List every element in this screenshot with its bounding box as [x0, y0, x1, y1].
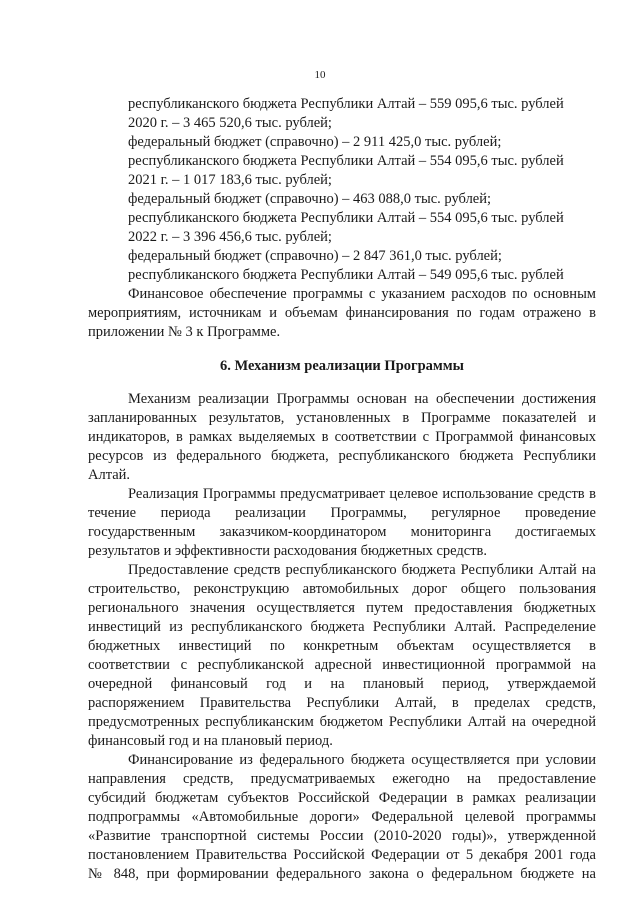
paragraph-line: ресурсов из федерального бюджета, республиканского бюджета Республики — [88, 448, 596, 464]
budget-line: 2022 г. – 3 396 456,6 тыс. рублей; — [128, 229, 332, 245]
budget-line: 2020 г. – 3 465 520,6 тыс. рублей; — [128, 115, 332, 131]
paragraph-line: соответствии с республиканской адресной инвестиционной программой на — [88, 657, 596, 673]
paragraph-line: Предоставление средств республиканского бюджета Республики Алтай на — [128, 562, 596, 578]
paragraph-line: постановлением Правительства Российской Федерации от 5 декабря 2001 года — [88, 847, 596, 863]
budget-line: республиканского бюджета Республики Алтай – 554 095,6 тыс. рублей — [128, 153, 564, 169]
paragraph-line: субсидий бюджетам субъектов Российской Федерации в рамках реализации — [88, 790, 596, 806]
paragraph-line: Финансирование из федерального бюджета осуществляется при условии — [128, 752, 596, 768]
section-heading: 6. Механизм реализации Программы — [220, 358, 464, 374]
paragraph-line: Финансовое обеспечение программы с указанием расходов по основным — [128, 286, 596, 302]
paragraph-line: течение периода реализации Программы, регулярное проведение — [88, 505, 596, 521]
paragraph-line: регионального значения осуществляется путем предоставления бюджетных — [88, 600, 596, 616]
paragraph-line: Реализация Программы предусматривает целевое использование средств в — [128, 486, 596, 502]
paragraph-line: Алтай. — [88, 467, 131, 483]
paragraph-line: распоряжением Правительства Республики Алтай, в пределах средств, — [88, 695, 596, 711]
paragraph-line: мероприятиям, источникам и объемам финансирования по годам отражено в — [88, 305, 596, 321]
paragraph-line: бюджетных инвестиций по конкретным объектам осуществляется в — [88, 638, 596, 654]
paragraph-line: государственным заказчиком-координатором мониторинга достигаемых — [88, 524, 596, 540]
mechanism-paragraph — [88, 390, 596, 485]
budget-line: федеральный бюджет (справочно) – 2 911 425,0 тыс. рублей; — [128, 134, 502, 150]
paragraph-line: предусмотренных республиканским бюджетом Республики Алтай на очередной — [88, 714, 596, 730]
budget-line: федеральный бюджет (справочно) – 463 088,0 тыс. рублей; — [128, 191, 492, 207]
budget-line: 2021 г. – 1 017 183,6 тыс. рублей; — [128, 172, 332, 188]
page-number: 10 — [314, 69, 326, 81]
financing-paragraph — [88, 285, 596, 342]
paragraph-line: очередной финансовый год и на плановый период, утверждаемой — [88, 676, 596, 692]
budget-breakdown-block — [88, 95, 596, 285]
budget-line: федеральный бюджет (справочно) – 2 847 361,0 тыс. рублей; — [128, 248, 502, 264]
paragraph-line: Механизм реализации Программы основан на обеспечении достижения — [128, 391, 596, 407]
paragraph-line: индикаторов, в рамках выделяемых в соответствии с Программой финансовых — [88, 429, 596, 445]
paragraph-line: финансовый год и на плановый период. — [88, 733, 333, 749]
paragraph-line: направления средств, предусматриваемых ежегодно на предоставление — [88, 771, 596, 787]
federal-financing-paragraph — [88, 751, 596, 884]
paragraph-line: подпрограммы «Автомобильные дороги» Федеральной целевой программы — [88, 809, 596, 825]
paragraph-line: результатов и эффективности расходования бюджетных средств. — [88, 543, 487, 559]
paragraph-line: «Развитие транспортной системы России (2010-2020 годы)», утвержденной — [88, 828, 596, 844]
funds-provision-paragraph — [88, 561, 596, 751]
budget-line: республиканского бюджета Республики Алтай – 559 095,6 тыс. рублей — [128, 96, 564, 112]
paragraph-line: инвестиций из республиканского бюджета Республики Алтай. Распределение — [88, 619, 596, 635]
paragraph-line: № 848, при формировании федерального закона о федеральном бюджете на — [88, 866, 596, 882]
budget-line: республиканского бюджета Республики Алтай – 554 095,6 тыс. рублей — [128, 210, 564, 226]
paragraph-line: приложении № 3 к Программе. — [88, 324, 281, 340]
paragraph-line: строительство, реконструкцию автомобильных дорог общего пользования — [88, 581, 596, 597]
budget-line: республиканского бюджета Республики Алтай – 549 095,6 тыс. рублей — [128, 267, 564, 283]
paragraph-line: запланированных результатов, установленных в Программе показателей и — [88, 410, 596, 426]
implementation-paragraph — [88, 485, 596, 561]
document-body — [88, 95, 596, 884]
